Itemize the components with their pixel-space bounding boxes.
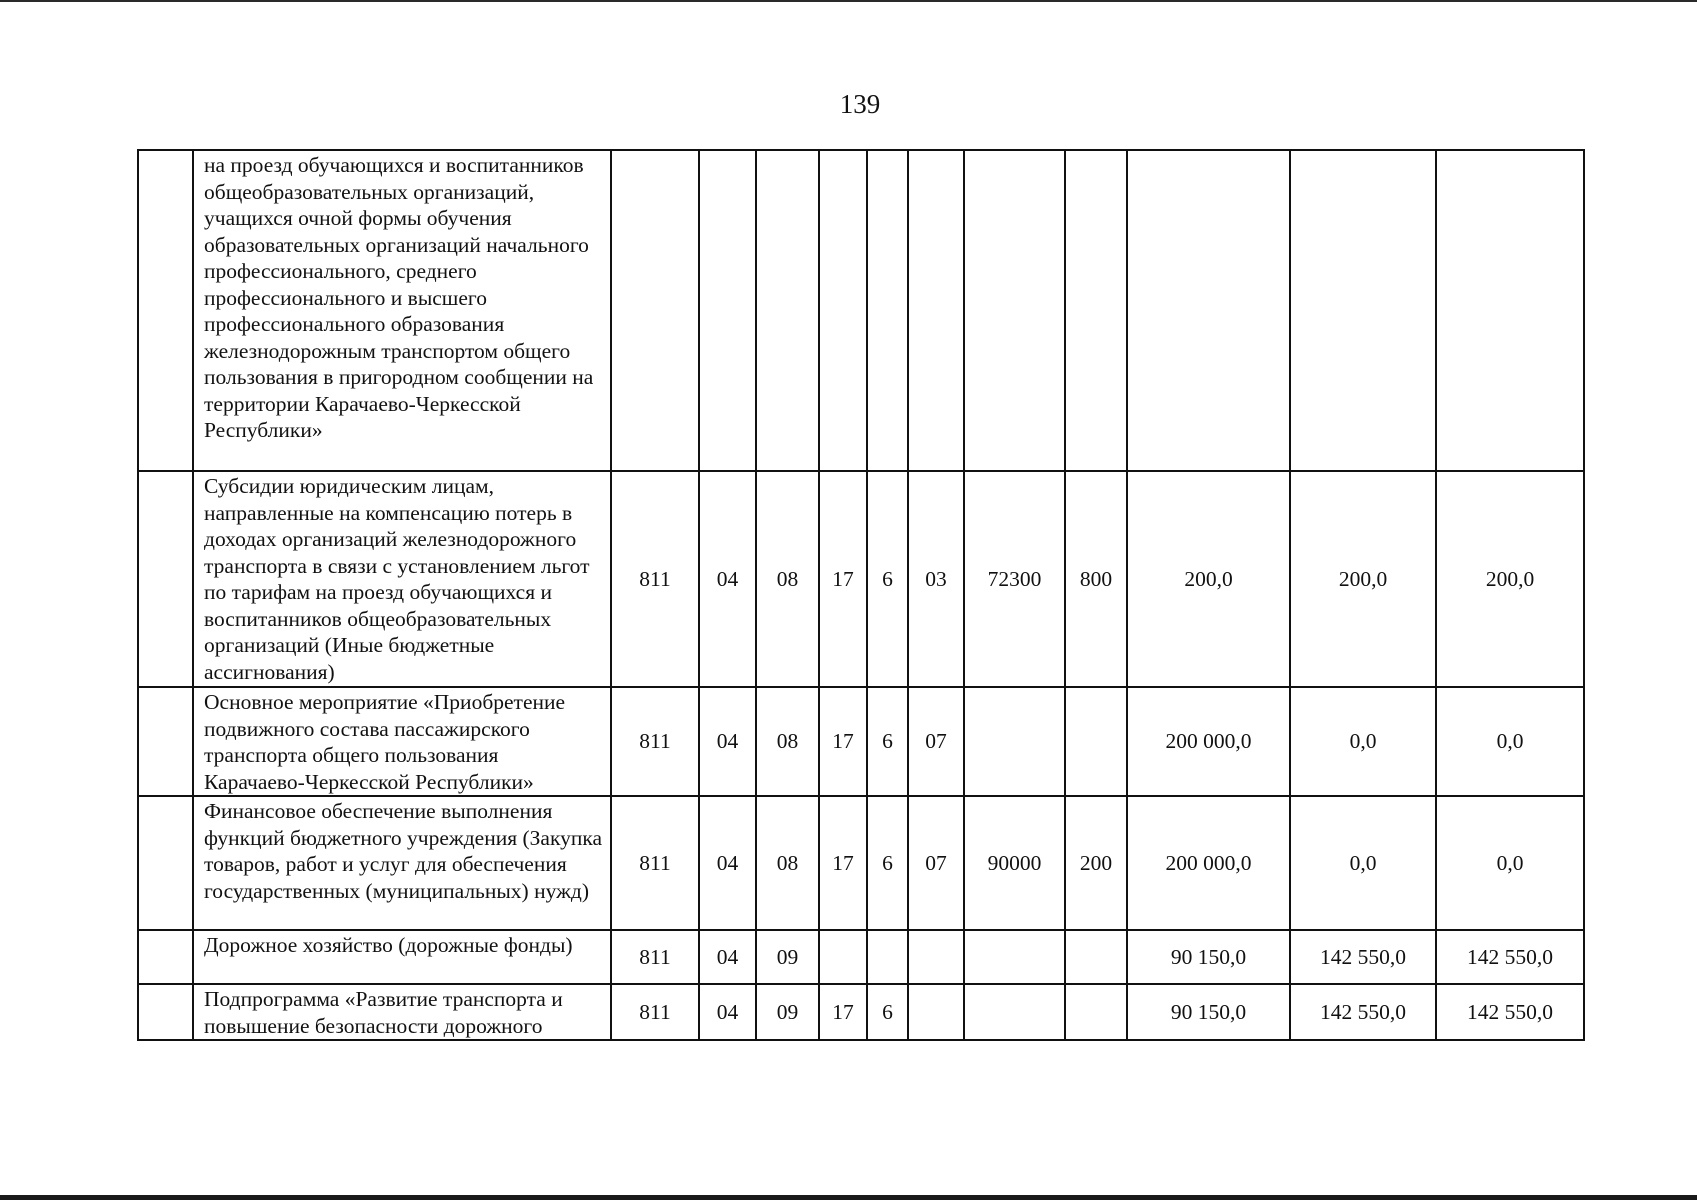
ministry-cell: 811 xyxy=(611,930,699,984)
row-number-cell xyxy=(138,930,193,984)
section-cell xyxy=(699,150,756,471)
expense-type-cell xyxy=(1065,930,1127,984)
direction-cell xyxy=(964,984,1065,1040)
event-cell xyxy=(908,150,964,471)
ministry-cell xyxy=(611,150,699,471)
ministry-cell: 811 xyxy=(611,796,699,930)
table-row xyxy=(138,796,1584,930)
description-cell: Дорожное хозяйство (дорожные фонды) xyxy=(193,930,611,984)
amount-cell-3: 142 550,0 xyxy=(1436,930,1584,984)
amount-cell-3: 0,0 xyxy=(1436,687,1584,796)
description-cell: на проезд обучающихся и воспитанников общеобразовательных организаций, учащихся очной формы обучения образовательных организаций начального профессионального, среднего профессионального и высшего профессионального образования железнодорожным транспортом общего пользования в пригородном сообщении на территории Карачаево-Черкесской Республики» xyxy=(193,150,611,471)
direction-cell: 90000 xyxy=(964,796,1065,930)
amount-cell-3: 142 550,0 xyxy=(1436,984,1584,1040)
ministry-cell: 811 xyxy=(611,687,699,796)
amount-cell-3 xyxy=(1436,150,1584,471)
ministry-cell: 811 xyxy=(611,984,699,1040)
amount-cell-3: 200,0 xyxy=(1436,471,1584,687)
subsection-cell: 08 xyxy=(756,687,819,796)
amount-cell-2: 0,0 xyxy=(1290,687,1436,796)
expense-type-cell: 800 xyxy=(1065,471,1127,687)
subprogram-cell: 6 xyxy=(867,984,908,1040)
amount-cell-1: 200 000,0 xyxy=(1127,687,1290,796)
section-cell: 04 xyxy=(699,984,756,1040)
description-cell: Финансовое обеспечение выполнения функций бюджетного учреждения (Закупка товаров, работ и услуг для обеспечения государственных (муниципальных) нужд) xyxy=(193,796,611,930)
subsection-cell: 09 xyxy=(756,930,819,984)
amount-cell-2: 0,0 xyxy=(1290,796,1436,930)
row-number-cell xyxy=(138,687,193,796)
subsection-cell xyxy=(756,150,819,471)
subprogram-cell xyxy=(867,930,908,984)
section-cell: 04 xyxy=(699,796,756,930)
amount-cell-1: 200 000,0 xyxy=(1127,796,1290,930)
subsection-cell: 08 xyxy=(756,796,819,930)
section-cell: 04 xyxy=(699,687,756,796)
table-row xyxy=(138,930,1584,984)
program-cell: 17 xyxy=(819,687,867,796)
direction-cell: 72300 xyxy=(964,471,1065,687)
amount-cell-2 xyxy=(1290,150,1436,471)
expense-type-cell xyxy=(1065,687,1127,796)
amount-cell-2: 200,0 xyxy=(1290,471,1436,687)
direction-cell xyxy=(964,150,1065,471)
section-cell: 04 xyxy=(699,930,756,984)
direction-cell xyxy=(964,687,1065,796)
description-cell: Подпрограмма «Развитие транспорта и повышение безопасности дорожного xyxy=(193,984,611,1040)
expense-type-cell xyxy=(1065,150,1127,471)
amount-cell-2: 142 550,0 xyxy=(1290,984,1436,1040)
event-cell: 07 xyxy=(908,796,964,930)
event-cell: 03 xyxy=(908,471,964,687)
budget-table xyxy=(137,149,1585,1041)
row-number-cell xyxy=(138,471,193,687)
row-number-cell xyxy=(138,796,193,930)
program-cell: 17 xyxy=(819,471,867,687)
expense-type-cell xyxy=(1065,984,1127,1040)
table-row xyxy=(138,687,1584,796)
amount-cell-2: 142 550,0 xyxy=(1290,930,1436,984)
ministry-cell: 811 xyxy=(611,471,699,687)
event-cell: 07 xyxy=(908,687,964,796)
scan-edge-bottom xyxy=(0,1195,1697,1200)
amount-cell-3: 0,0 xyxy=(1436,796,1584,930)
amount-cell-1: 200,0 xyxy=(1127,471,1290,687)
amount-cell-1: 90 150,0 xyxy=(1127,930,1290,984)
subsection-cell: 08 xyxy=(756,471,819,687)
subprogram-cell: 6 xyxy=(867,687,908,796)
program-cell xyxy=(819,930,867,984)
program-cell xyxy=(819,150,867,471)
row-number-cell xyxy=(138,150,193,471)
event-cell xyxy=(908,930,964,984)
table-row xyxy=(138,984,1584,1040)
subsection-cell: 09 xyxy=(756,984,819,1040)
description-cell: Субсидии юридическим лицам, направленные на компенсацию потерь в доходах организаций железнодорожного транспорта в связи с установлением льгот по тарифам на проезд обучающихся и воспитанников общеобразовательных организаций (Иные бюджетные ассигнования) xyxy=(193,471,611,687)
table-row xyxy=(138,150,1584,471)
amount-cell-1: 90 150,0 xyxy=(1127,984,1290,1040)
description-cell: Основное мероприятие «Приобретение подвижного состава пассажирского транспорта общего пользования Карачаево-Черкесской Республики» xyxy=(193,687,611,796)
scan-edge-top xyxy=(0,0,1697,2)
section-cell: 04 xyxy=(699,471,756,687)
program-cell: 17 xyxy=(819,796,867,930)
subprogram-cell: 6 xyxy=(867,796,908,930)
table-row xyxy=(138,471,1584,687)
page-number: 139 xyxy=(839,89,881,119)
amount-cell-1 xyxy=(1127,150,1290,471)
row-number-cell xyxy=(138,984,193,1040)
subprogram-cell: 6 xyxy=(867,471,908,687)
program-cell: 17 xyxy=(819,984,867,1040)
subprogram-cell xyxy=(867,150,908,471)
direction-cell xyxy=(964,930,1065,984)
event-cell xyxy=(908,984,964,1040)
expense-type-cell: 200 xyxy=(1065,796,1127,930)
